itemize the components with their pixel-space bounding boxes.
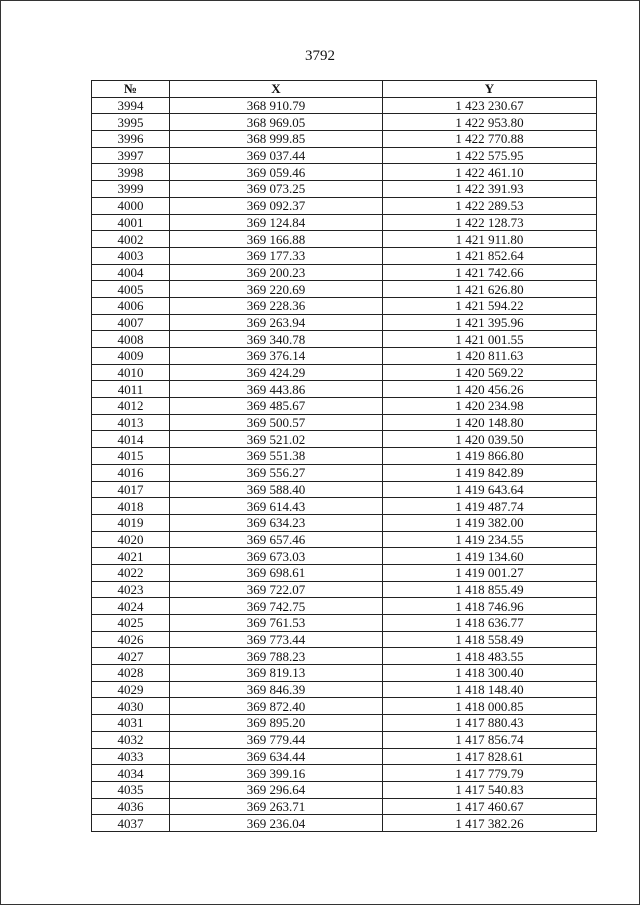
table-row xyxy=(92,631,597,648)
page-number: 3792 xyxy=(305,48,335,64)
cell-x: 369 634.44 xyxy=(170,748,383,765)
table-row xyxy=(92,448,597,465)
cell-y: 1 420 569.22 xyxy=(383,364,597,381)
table-row xyxy=(92,97,597,114)
cell-x: 369 376.14 xyxy=(170,348,383,365)
cell-x: 369 296.64 xyxy=(170,781,383,798)
cell-x: 369 698.61 xyxy=(170,564,383,581)
table-row xyxy=(92,231,597,248)
cell-number: 4036 xyxy=(92,798,170,815)
cell-number: 4004 xyxy=(92,264,170,281)
table-row xyxy=(92,398,597,415)
table-row xyxy=(92,247,597,264)
cell-x: 369 037.44 xyxy=(170,147,383,164)
cell-x: 369 059.46 xyxy=(170,164,383,181)
cell-y: 1 417 460.67 xyxy=(383,798,597,815)
cell-number: 4019 xyxy=(92,514,170,531)
cell-y: 1 422 289.53 xyxy=(383,197,597,214)
table-row xyxy=(92,164,597,181)
cell-x: 369 124.84 xyxy=(170,214,383,231)
cell-number: 3994 xyxy=(92,97,170,114)
table-row xyxy=(92,815,597,832)
cell-x: 369 073.25 xyxy=(170,181,383,198)
cell-number: 4014 xyxy=(92,431,170,448)
cell-x: 369 399.16 xyxy=(170,765,383,782)
cell-x: 368 999.85 xyxy=(170,131,383,148)
cell-x: 369 220.69 xyxy=(170,281,383,298)
cell-number: 4015 xyxy=(92,448,170,465)
cell-x: 369 742.75 xyxy=(170,598,383,615)
cell-x: 369 424.29 xyxy=(170,364,383,381)
cell-x: 369 177.33 xyxy=(170,247,383,264)
cell-x: 369 872.40 xyxy=(170,698,383,715)
cell-y: 1 420 039.50 xyxy=(383,431,597,448)
table-row xyxy=(92,414,597,431)
table-row xyxy=(92,648,597,665)
cell-x: 369 200.23 xyxy=(170,264,383,281)
table-row xyxy=(92,765,597,782)
cell-number: 4007 xyxy=(92,314,170,331)
cell-x: 369 166.88 xyxy=(170,231,383,248)
table-header xyxy=(92,81,597,98)
cell-y: 1 420 234.98 xyxy=(383,398,597,415)
cell-x: 369 263.94 xyxy=(170,314,383,331)
cell-y: 1 422 770.88 xyxy=(383,131,597,148)
table-row xyxy=(92,698,597,715)
table-body xyxy=(92,97,597,831)
cell-number: 4010 xyxy=(92,364,170,381)
cell-x: 369 443.86 xyxy=(170,381,383,398)
table-row xyxy=(92,548,597,565)
cell-y: 1 419 842.89 xyxy=(383,464,597,481)
table-row xyxy=(92,314,597,331)
cell-number: 4022 xyxy=(92,564,170,581)
cell-y: 1 417 880.43 xyxy=(383,715,597,732)
table-row xyxy=(92,281,597,298)
cell-x: 368 969.05 xyxy=(170,114,383,131)
table-row xyxy=(92,331,597,348)
cell-y: 1 422 461.10 xyxy=(383,164,597,181)
cell-number: 4002 xyxy=(92,231,170,248)
cell-x: 369 521.02 xyxy=(170,431,383,448)
cell-number: 4000 xyxy=(92,197,170,214)
cell-x: 369 819.13 xyxy=(170,665,383,682)
cell-x: 369 614.43 xyxy=(170,498,383,515)
cell-y: 1 417 856.74 xyxy=(383,731,597,748)
table-row xyxy=(92,114,597,131)
cell-number: 4026 xyxy=(92,631,170,648)
table-row xyxy=(92,131,597,148)
cell-number: 4024 xyxy=(92,598,170,615)
table-row xyxy=(92,381,597,398)
table-row xyxy=(92,431,597,448)
cell-x: 369 779.44 xyxy=(170,731,383,748)
cell-y: 1 419 134.60 xyxy=(383,548,597,565)
cell-y: 1 418 000.85 xyxy=(383,698,597,715)
cell-x: 369 895.20 xyxy=(170,715,383,732)
cell-number: 3996 xyxy=(92,131,170,148)
header-y: Y xyxy=(383,81,597,98)
table-row xyxy=(92,498,597,515)
cell-y: 1 418 746.96 xyxy=(383,598,597,615)
cell-y: 1 419 643.64 xyxy=(383,481,597,498)
table-row xyxy=(92,715,597,732)
cell-x: 369 263.71 xyxy=(170,798,383,815)
cell-number: 4028 xyxy=(92,665,170,682)
cell-x: 369 556.27 xyxy=(170,464,383,481)
cell-y: 1 422 391.93 xyxy=(383,181,597,198)
cell-y: 1 417 779.79 xyxy=(383,765,597,782)
cell-y: 1 419 234.55 xyxy=(383,531,597,548)
cell-x: 369 761.53 xyxy=(170,615,383,632)
cell-number: 4005 xyxy=(92,281,170,298)
cell-number: 4023 xyxy=(92,581,170,598)
cell-x: 369 236.04 xyxy=(170,815,383,832)
cell-y: 1 420 811.63 xyxy=(383,348,597,365)
table-row xyxy=(92,564,597,581)
cell-y: 1 418 855.49 xyxy=(383,581,597,598)
cell-y: 1 418 148.40 xyxy=(383,681,597,698)
table-row xyxy=(92,748,597,765)
cell-y: 1 418 300.40 xyxy=(383,665,597,682)
cell-x: 369 228.36 xyxy=(170,297,383,314)
table-row xyxy=(92,264,597,281)
header-x: X xyxy=(170,81,383,98)
table-row xyxy=(92,581,597,598)
cell-number: 3997 xyxy=(92,147,170,164)
cell-y: 1 418 636.77 xyxy=(383,615,597,632)
cell-y: 1 419 866.80 xyxy=(383,448,597,465)
cell-x: 369 588.40 xyxy=(170,481,383,498)
table-row xyxy=(92,364,597,381)
table-row xyxy=(92,798,597,815)
cell-x: 369 500.57 xyxy=(170,414,383,431)
cell-y: 1 420 148.80 xyxy=(383,414,597,431)
cell-y: 1 421 395.96 xyxy=(383,314,597,331)
header-row xyxy=(92,81,597,98)
cell-x: 368 910.79 xyxy=(170,97,383,114)
cell-x: 369 846.39 xyxy=(170,681,383,698)
table-row xyxy=(92,781,597,798)
cell-number: 4035 xyxy=(92,781,170,798)
cell-number: 4006 xyxy=(92,297,170,314)
cell-number: 4021 xyxy=(92,548,170,565)
cell-y: 1 419 001.27 xyxy=(383,564,597,581)
cell-y: 1 419 382.00 xyxy=(383,514,597,531)
table-row xyxy=(92,214,597,231)
cell-number: 4012 xyxy=(92,398,170,415)
cell-number: 4027 xyxy=(92,648,170,665)
cell-y: 1 419 487.74 xyxy=(383,498,597,515)
cell-number: 4016 xyxy=(92,464,170,481)
cell-number: 4031 xyxy=(92,715,170,732)
cell-y: 1 421 626.80 xyxy=(383,281,597,298)
table-row xyxy=(92,348,597,365)
cell-x: 369 673.03 xyxy=(170,548,383,565)
table-row xyxy=(92,598,597,615)
cell-y: 1 418 558.49 xyxy=(383,631,597,648)
cell-y: 1 421 911.80 xyxy=(383,231,597,248)
cell-number: 4032 xyxy=(92,731,170,748)
table-row xyxy=(92,181,597,198)
cell-x: 369 657.46 xyxy=(170,531,383,548)
table-row xyxy=(92,615,597,632)
table-row xyxy=(92,297,597,314)
table-row xyxy=(92,681,597,698)
header-number: № xyxy=(92,81,170,98)
table-row xyxy=(92,197,597,214)
cell-number: 4029 xyxy=(92,681,170,698)
cell-number: 4033 xyxy=(92,748,170,765)
cell-number: 4030 xyxy=(92,698,170,715)
table-row xyxy=(92,731,597,748)
cell-number: 4017 xyxy=(92,481,170,498)
cell-x: 369 092.37 xyxy=(170,197,383,214)
cell-number: 4037 xyxy=(92,815,170,832)
cell-number: 4008 xyxy=(92,331,170,348)
cell-y: 1 421 852.64 xyxy=(383,247,597,264)
cell-y: 1 417 540.83 xyxy=(383,781,597,798)
cell-number: 4025 xyxy=(92,615,170,632)
cell-y: 1 421 594.22 xyxy=(383,297,597,314)
cell-y: 1 422 575.95 xyxy=(383,147,597,164)
cell-number: 4020 xyxy=(92,531,170,548)
cell-y: 1 423 230.67 xyxy=(383,97,597,114)
table-row xyxy=(92,531,597,548)
cell-y: 1 417 828.61 xyxy=(383,748,597,765)
cell-x: 369 788.23 xyxy=(170,648,383,665)
coordinates-table xyxy=(91,80,597,832)
cell-number: 3999 xyxy=(92,181,170,198)
cell-y: 1 420 456.26 xyxy=(383,381,597,398)
cell-number: 4013 xyxy=(92,414,170,431)
cell-y: 1 422 953.80 xyxy=(383,114,597,131)
cell-y: 1 421 001.55 xyxy=(383,331,597,348)
table-row xyxy=(92,147,597,164)
cell-y: 1 421 742.66 xyxy=(383,264,597,281)
table-row xyxy=(92,481,597,498)
cell-number: 4003 xyxy=(92,247,170,264)
cell-y: 1 417 382.26 xyxy=(383,815,597,832)
cell-x: 369 634.23 xyxy=(170,514,383,531)
cell-y: 1 422 128.73 xyxy=(383,214,597,231)
cell-x: 369 340.78 xyxy=(170,331,383,348)
cell-x: 369 773.44 xyxy=(170,631,383,648)
cell-number: 4009 xyxy=(92,348,170,365)
cell-number: 4001 xyxy=(92,214,170,231)
cell-x: 369 551.38 xyxy=(170,448,383,465)
table-row xyxy=(92,514,597,531)
cell-y: 1 418 483.55 xyxy=(383,648,597,665)
table-row xyxy=(92,464,597,481)
cell-number: 3995 xyxy=(92,114,170,131)
cell-number: 3998 xyxy=(92,164,170,181)
cell-number: 4011 xyxy=(92,381,170,398)
cell-x: 369 485.67 xyxy=(170,398,383,415)
table-row xyxy=(92,665,597,682)
cell-x: 369 722.07 xyxy=(170,581,383,598)
cell-number: 4018 xyxy=(92,498,170,515)
cell-number: 4034 xyxy=(92,765,170,782)
